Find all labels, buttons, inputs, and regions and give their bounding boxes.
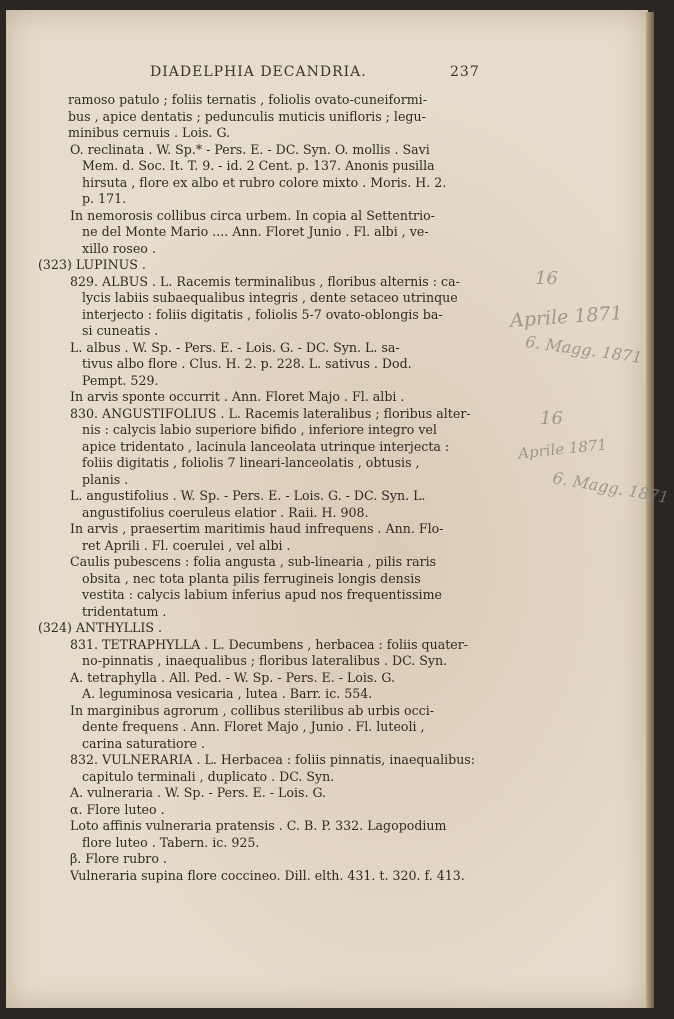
text-line: tivus albo flore . Clus. H. 2. p. 228. L. sativus . Dod. [82, 356, 412, 371]
text-line: L. angustifolius . W. Sp. - Pers. E. - Lois. G. - DC. Syn. L. [70, 488, 426, 503]
text-line: A. vulneraria . W. Sp. - Pers. E. - Lois. G. [70, 785, 327, 800]
running-title: DIADELPHIA DECANDRIA. [150, 64, 367, 80]
text-line: angustifolius coeruleus elatior . Raii. H. 908. [82, 504, 369, 520]
text-line: Caulis pubescens : folia angusta , sub-linearia , pilis raris [70, 554, 437, 569]
text-line: no-pinnatis , inaequalibus ; floribus lateralibus . DC. Syn. [82, 653, 448, 668]
handwritten-note: 16 [535, 268, 558, 289]
page-number: 237 [450, 64, 480, 80]
text-line: xillo roseo . [82, 240, 156, 256]
text-line: Vulneraria supina flore coccineo. Dill. elth. 431. t. 320. f. 413. [70, 867, 465, 883]
text-line: L. albus . W. Sp. - Pers. E. - Lois. G. - DC. Syn. L. sa- [70, 339, 400, 355]
text-line: Pempt. 529. [82, 372, 159, 388]
handwritten-note: Aprile 1871 [517, 435, 608, 463]
text-line: α. Flore luteo . [70, 801, 165, 817]
text-line: 831. TETRAPHYLLA . L. Decumbens , herbacea : foliis quater- [70, 636, 469, 652]
text-line: dente frequens . Ann. Floret Majo , Junio . Fl. luteoli , [82, 719, 425, 734]
text-line: Mem. d. Soc. It. T. 9. - id. 2 Cent. p. 137. Anonis pusilla [82, 158, 435, 173]
text-line: tridentatum . [82, 603, 167, 619]
text-line: ramoso patulo ; foliis ternatis , foliolis ovato-cuneiformi- [68, 92, 427, 107]
text-line: si cuneatis . [82, 323, 159, 338]
text-line: p. 171. [82, 191, 127, 206]
text-line: A. tetraphylla . All. Ped. - W. Sp. - Pers. E. - Lois. G. [70, 669, 395, 685]
handwritten-note: 6. Magg. 1871 [551, 467, 671, 508]
handwritten-note: Aprile 1871 [509, 302, 624, 332]
text-line: In arvis , praesertim maritimis haud infrequens . Ann. Flo- [70, 521, 444, 536]
text-line: apice tridentato , lacinula lanceolata utrinque interjecta : [82, 438, 450, 454]
text-line: foliis digitatis , foliolis 7 lineari-lanceolatis , obtusis , [82, 455, 420, 470]
text-line: minibus cernuis . Lois. G. [68, 125, 231, 140]
text-line: ret Aprili . Fl. coerulei , vel albi . [82, 537, 291, 553]
text-line: interjecto : foliis digitatis , foliolis 5-7 ovato-oblongis ba- [82, 306, 443, 322]
text-line: In marginibus agrorum , collibus sterilibus ab urbis occi- [70, 702, 434, 718]
text-line: β. Flore rubro . [70, 851, 167, 866]
page-body [38, 92, 520, 884]
text-line: carina saturatiore . [82, 735, 206, 751]
text-line: capitulo terminali , duplicato . DC. Syn. [82, 768, 335, 784]
handwritten-note: 16 [540, 408, 563, 429]
text-line: 830. ANGUSTIFOLIUS . L. Racemis lateralibus ; floribus alter- [70, 405, 471, 421]
text-line: hirsuta , flore ex albo et rubro colore mixto . Moris. H. 2. [82, 174, 447, 190]
text-line: lycis labiis subaequalibus integris , dente setaceo utrinque [82, 290, 458, 305]
text-line: (324) ANTHYLLIS . [38, 620, 163, 635]
text-line: vestita : calycis labium inferius apud nos frequentissime [82, 587, 442, 602]
text-line: obsita , nec tota planta pilis ferrugineis longis densis [82, 570, 421, 586]
text-line: O. reclinata . W. Sp.* - Pers. E. - DC. Syn. O. mollis . Savi [70, 141, 430, 157]
text-line: Loto affinis vulneraria pratensis . C. B. P. 332. Lagopodium [70, 818, 447, 833]
text-line: (323) LUPINUS . [38, 257, 146, 272]
text-line: ne del Monte Mario .... Ann. Floret Junio . Fl. albi , ve- [82, 224, 429, 239]
text-line: bus , apice dentatis ; pedunculis muticis unifloris ; legu- [68, 108, 426, 124]
text-line: A. leguminosa vesicaria , lutea . Barr. ic. 554. [82, 686, 373, 701]
text-line: flore luteo . Tabern. ic. 925. [82, 834, 260, 850]
text-line: In nemorosis collibus circa urbem. In copia al Settentrio- [70, 207, 435, 223]
text-line: nis : calycis labio superiore bifido , inferiore integro vel [82, 422, 437, 437]
text-line: 829. ALBUS . L. Racemis terminalibus , floribus alternis : ca- [70, 273, 460, 289]
text-line: In arvis sponte occurrit . Ann. Floret Majo . Fl. albi . [70, 389, 405, 404]
text-line: planis . [82, 471, 129, 487]
handwritten-note: 6. Magg. 1871 [524, 331, 644, 368]
text-line: 832. VULNERARIA . L. Herbacea : foliis pinnatis, inaequalibus: [70, 752, 476, 767]
page-edge [646, 12, 654, 1008]
